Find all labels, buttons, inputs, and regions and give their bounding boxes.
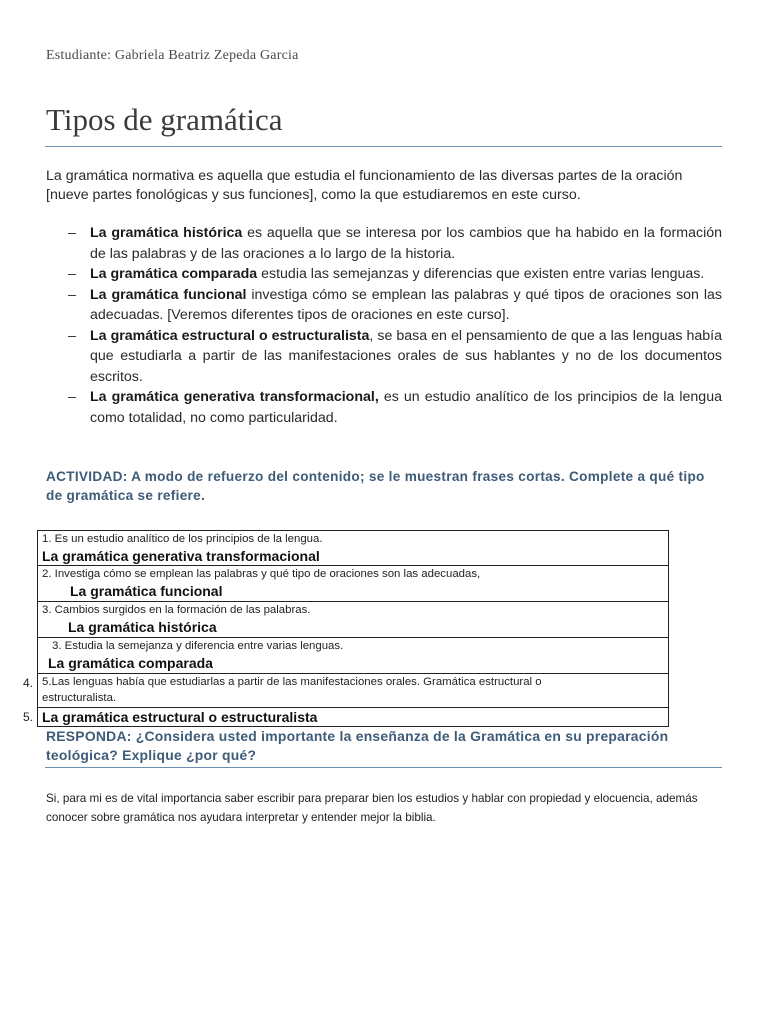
question-text: 5.Las lenguas había que estudiarlas a partir de las manifestaciones orales. Gramática estructural o [42,676,542,688]
dash-marker: – [68,389,76,405]
question-text: 3. Cambios surgidos en la formación de las palabras. [42,604,311,616]
table-cell [38,674,669,708]
list-item-text: es aquella que se interesa por los cambios que ha habido en la formación de las palabras y de las oraciones a lo largo de la historia. [90,225,723,262]
table-row [38,674,669,708]
title-divider [45,146,722,147]
list-item-term: La gramática comparada [90,266,258,282]
answer-text: La gramática generativa transformacional [42,548,320,564]
table-cell [38,708,669,727]
intro-paragraph: La gramática normativa es aquella que estudia el funcionamiento de las diversas partes de la oración [nueve partes fonológicas y sus funciones], como la que estudiaremos en este curso. [46,168,683,203]
list-item [68,326,722,388]
activity-heading: ACTIVIDAD: A modo de refuerzo del contenido; se le muestran frases cortas. Complete a qué tipo de gramática se refiere. [46,469,705,503]
answer-text: La gramática comparada [48,655,213,671]
activity-table [37,530,669,727]
answer-text: La gramática histórica [68,619,217,635]
answer-paragraph: Si, para mi es de vital importancia saber escribir para preparar bien los estudios y hablar con propiedad y elocuencia, además conocer sobre gramática nos ayudara interpretar y entender mejor la biblia. [46,792,698,824]
row-number: 5. [23,710,34,724]
row-number: 4. [23,676,34,690]
list-item-text: investiga cómo se emplean las palabras y qué tipos de oraciones son las adecuadas. [Veremos diferentes tipos de oraciones en este curso]. [90,286,722,323]
list-item [68,264,722,285]
table-cell [38,566,669,602]
student-name: Estudiante: Gabriela Beatriz Zepeda Garcia [46,48,299,63]
table-row [38,708,669,727]
table-row [38,566,669,602]
page-title: Tipos de gramática [46,102,283,137]
table-cell [38,531,669,566]
grammar-types-list [68,223,722,428]
question-heading: RESPONDA: ¿Considera usted importante la enseñanza de la Gramática en su preparación teológica? Explique ¿por qué? [46,728,669,763]
table-row [38,531,669,566]
list-item-term: La gramática estructural o estructuralista [90,327,370,344]
list-item-term: La gramática generativa transformacional, [90,389,379,405]
question-text: 1. Es un estudio analítico de los principios de la lengua. [42,533,323,545]
list-item-text: , se basa en el pensamiento de que a las lenguas había que estudiarla a partir de las manifestaciones orales de sus hablantes y no de los documentos escritos. [90,327,723,385]
table-cell [38,638,669,674]
table-row [38,638,669,674]
list-item-text: es un estudio analítico de los principios de la lengua como totalidad, no como particularidad. [90,389,722,426]
list-item [68,387,722,428]
dash-marker: – [68,266,76,282]
table-row [38,602,669,638]
list-item-term: La gramática histórica [90,225,243,241]
list-item [68,285,722,326]
list-item [68,223,722,264]
list-item-text: estudia las semejanzas y diferencias que existen entre varias lenguas. [257,266,705,282]
question-text: 2. Investiga cómo se emplean las palabras y qué tipo de oraciones son las adecuadas, [42,568,481,580]
question-text: 3. Estudia la semejanza y diferencia entre varias lenguas. [52,640,344,652]
question-text-continued: estructuralista. [42,692,117,704]
dash-marker: – [68,225,76,241]
table-cell [38,602,669,638]
dash-marker: – [68,327,76,344]
dash-marker: – [68,286,76,303]
answer-text: La gramática funcional [70,583,223,599]
answer-text: La gramática estructural o estructuralista [42,709,318,725]
list-item-term: La gramática funcional [90,286,247,303]
question-divider [45,767,722,768]
